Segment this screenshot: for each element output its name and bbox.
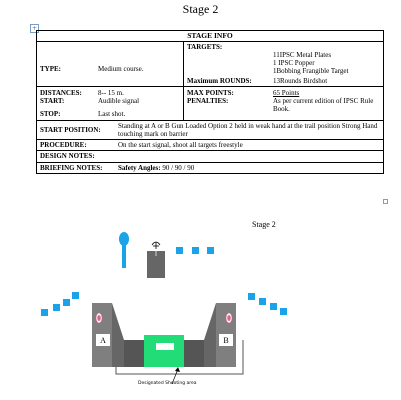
steel-plate: [259, 298, 266, 305]
green-shooting-box: [144, 335, 184, 367]
distances-value: 8-- 15 m.: [98, 89, 124, 97]
start-position-label: START POSITION:: [40, 126, 101, 134]
steel-plate: [41, 309, 48, 316]
steel-plate: [53, 304, 60, 311]
steel-plate: [270, 303, 277, 310]
max-points-label: MAX POINTS:: [187, 89, 234, 97]
left-wall-block: [124, 340, 144, 367]
safety-angles-label: Safety Angles:: [118, 164, 161, 172]
max-rounds-value: 13Rounds Birdshot: [273, 77, 328, 85]
safety-angles-value: 90 / 90 / 90: [160, 164, 195, 172]
procedure-value: On the start signal, shoot all targets freestyle: [118, 141, 243, 149]
popper-target-fill: [227, 315, 231, 321]
targets-label: TARGETS:: [187, 43, 223, 51]
green-box-marker: [156, 343, 174, 350]
briefing-notes-label: BRIEFING NOTES:: [40, 164, 103, 172]
start-value: Audible signal: [98, 97, 140, 105]
steel-plate: [192, 247, 199, 254]
targets-line: 1 IPSC Popper: [273, 59, 315, 67]
right-barrier-wing: [204, 303, 216, 367]
max-rounds-label: Maximum ROUNDS:: [187, 77, 252, 85]
bobbing-target-icon: [119, 232, 129, 268]
steel-plate: [176, 247, 183, 254]
stop-value: Last shot.: [98, 110, 126, 118]
max-points-value: 65 Points: [273, 89, 300, 97]
start-position-value: Standing at A or B Gun Loaded Option 2 held in weak hand at the trail position Strong Hand touching mark on barrier: [118, 122, 378, 138]
distances-label: DISTANCES:: [40, 89, 82, 97]
stop-label: STOP:: [40, 110, 61, 118]
design-notes-label: DESIGN NOTES:: [40, 152, 95, 160]
procedure-label: PROCEDURE:: [40, 141, 87, 149]
left-barrier-wing: [112, 303, 124, 367]
targets-line: 11IPSC Metal Plates: [273, 51, 332, 59]
label-b: B: [223, 336, 229, 345]
diagram-title: Stage 2: [252, 220, 276, 229]
steel-plate: [63, 299, 70, 306]
type-value: Medium course.: [98, 64, 144, 73]
type-label: TYPE:: [40, 64, 61, 73]
steel-plate: [72, 292, 79, 299]
stage-info-header: STAGE INFO: [37, 31, 384, 42]
caption-arrow-head-icon: [175, 367, 180, 372]
label-a: A: [100, 336, 106, 345]
steel-plate: [280, 308, 287, 315]
right-wall-block: [184, 340, 204, 367]
popper-target-fill: [97, 315, 101, 321]
penalties-value: As per current edition of IPSC Rule Book.: [273, 97, 374, 113]
steel-plate: [248, 293, 255, 300]
start-label: START:: [40, 97, 65, 105]
penalties-label: PENALTIES:: [187, 97, 229, 105]
targets-line: 1Bobbing Frangible Target: [273, 67, 349, 75]
steel-plate: [207, 247, 214, 254]
popper-activator-icon: [152, 242, 160, 249]
shooting-area-caption: Designated Shooting area: [138, 381, 197, 386]
table-move-handle-icon[interactable]: +: [31, 25, 38, 32]
page-title: Stage 2: [182, 2, 219, 16]
